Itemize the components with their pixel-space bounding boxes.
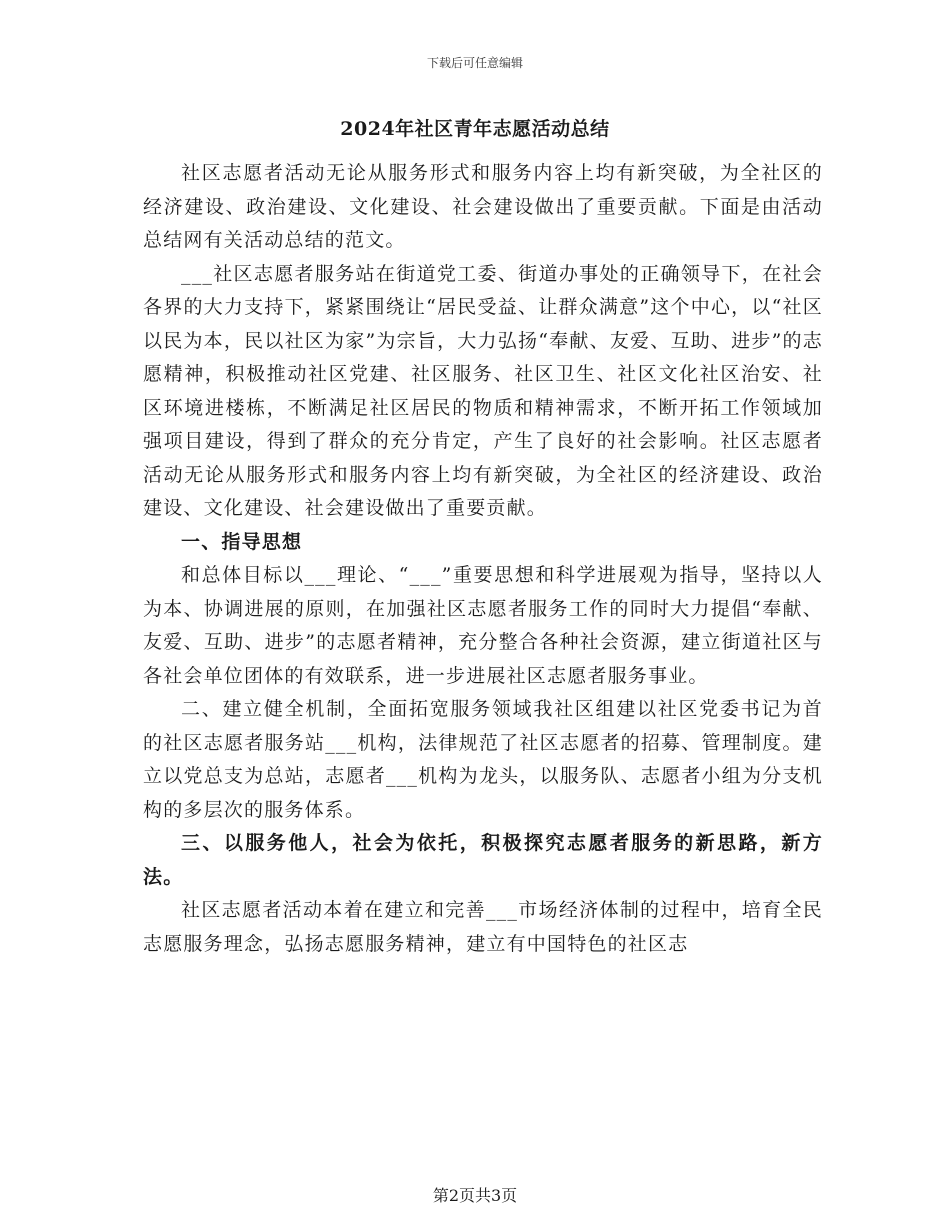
paragraph-mechanism: 二、建立健全机制，全面拓宽服务领域我社区组建以社区党委书记为首的社区志愿者服务站___机构，法律规范了社区志愿者的招募、管理制度。建立以党总支为总站，志愿者___机构为龙头，以服务队、志愿者小组为分支机构的多层次的服务体系。 bbox=[143, 698, 823, 821]
section-heading-3: 三、以服务他人，社会为依托，积极探究志愿者服务的新思路，新方法。 bbox=[143, 832, 823, 888]
document-body bbox=[143, 157, 823, 961]
header-note: 下载后可任意编辑 bbox=[426, 56, 523, 70]
paragraph-overview: ___社区志愿者服务站在街道党工委、街道办事处的正确领导下，在社会各界的大力支持下，紧紧围绕让“居民受益、让群众满意”这个中心，以“社区以民为本，民以社区为家”为宗旨，大力弘扬“奉献、友爱、互助、进步”的志愿精神，积极推动社区党建、社区服务、社区卫生、社区文化社区治安、社区环境进楼栋，不断满足社区居民的物质和精神需求，不断开拓工作领域加强项目建设，得到了群众的充分肯定，产生了良好的社会影响。社区志愿者活动无论从服务形式和服务内容上均有新突破，为全社区的经济建设、政治建设、文化建设、社会建设做出了重要贡献。 bbox=[143, 262, 823, 519]
page-number: 第2页共3页 bbox=[432, 1186, 518, 1205]
paragraph-activities: 社区志愿者活动本着在建立和完善___市场经济体制的过程中，培育全民志愿服务理念，弘扬志愿服务精神，建立有中国特色的社区志 bbox=[143, 899, 823, 955]
paragraph-guiding-thought: 和总体目标以___理论、“___”重要思想和科学进展观为指导，坚持以人为本、协调进展的原则，在加强社区志愿者服务工作的同时大力提倡“奉献、友爱、互助、进步”的志愿者精神，充分整合各种社会资源，建立街道社区与各社会单位团体的有效联系，进一步进展社区志愿者服务事业。 bbox=[143, 564, 823, 687]
page-title: 2024年社区青年志愿活动总结 bbox=[340, 118, 610, 140]
paragraph-intro: 社区志愿者活动无论从服务形式和服务内容上均有新突破，为全社区的经济建设、政治建设、文化建设、社会建设做出了重要贡献。下面是由活动总结网有关活动总结的范文。 bbox=[143, 162, 823, 251]
section-heading-1: 一、指导思想 bbox=[181, 530, 303, 553]
